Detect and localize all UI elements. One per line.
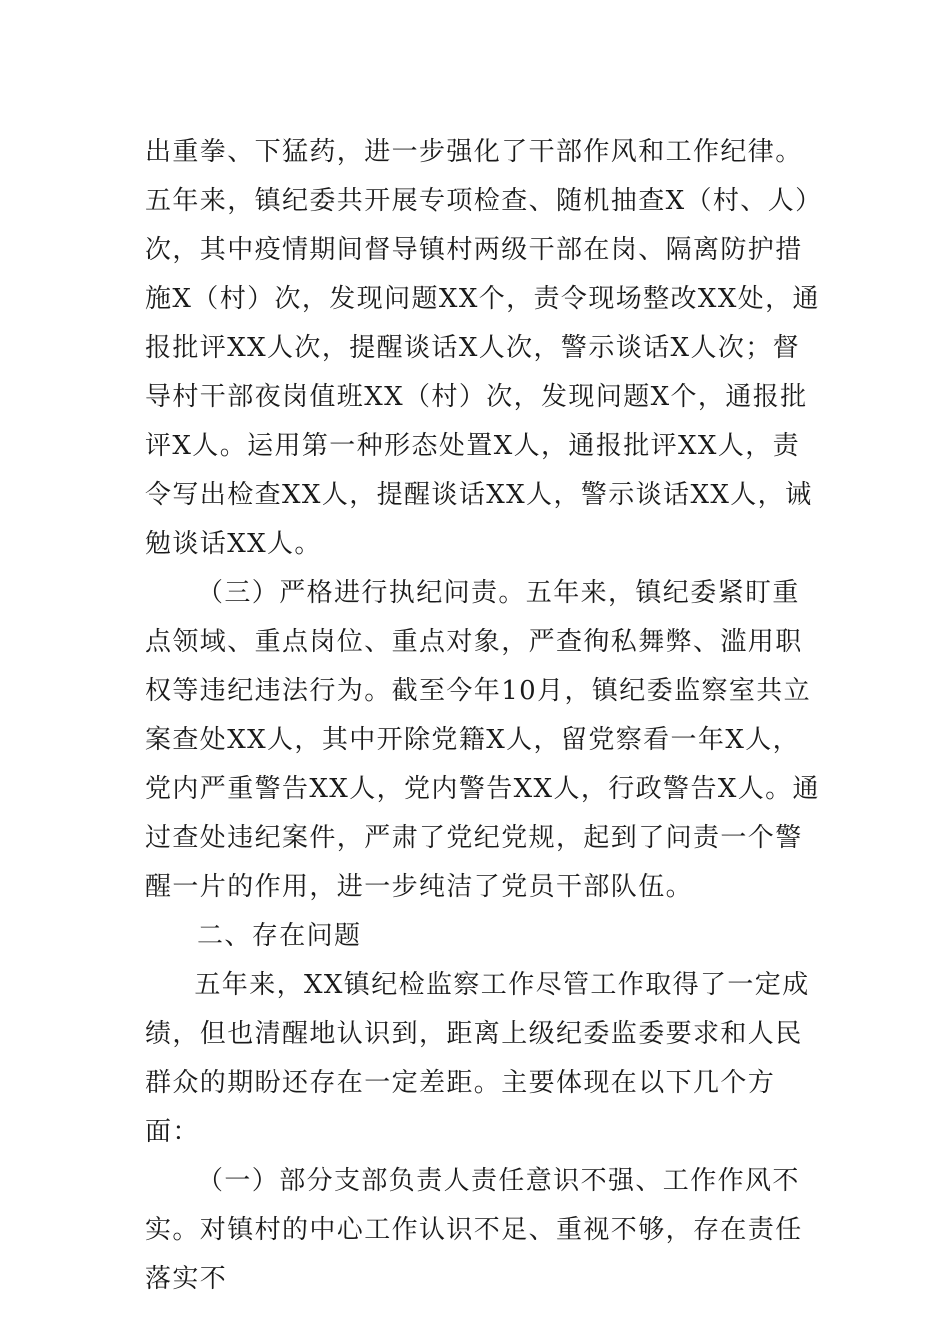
paragraph-problems-intro: 五年来，XX镇纪检监察工作尽管工作取得了一定成绩，但也清醒地认识到，距离上级纪委监委要求和人民群众的期盼还存在一定差距。主要体现在以下几个方面： <box>145 970 810 1147</box>
paragraph-continuation: 出重拳、下猛药，进一步强化了干部作风和工作纪律。五年来，镇纪委共开展专项检查、随机抽查X（村、人）次，其中疫情期间督导镇村两级干部在岗、隔离防护措施X（村）次，发现问题XX个，责令现场整改XX处，通报批评XX人次，提醒谈话X人次，警示谈话X人次；督导村干部夜岗值班XX（村）次，发现问题X个，通报批评X人。运用第一种形态处置X人，通报批评XX人，责令写出检查XX人，提醒谈话XX人，警示谈话XX人，诫勉谈话XX人。 <box>145 137 823 559</box>
heading-existing-problems: 二、存在问题 <box>197 921 362 951</box>
paragraph-problem-one: （一）部分支部负责人责任意识不强、工作作风不实。对镇村的中心工作认识不足、重视不够，存在责任落实不 <box>145 1166 803 1294</box>
paragraph-section-three: （三）严格进行执纪问责。五年来，镇纪委紧盯重点领域、重点岗位、重点对象，严查徇私舞弊、滥用职权等违纪违法行为。截至今年10月，镇纪委监察室共立案查处XX人，其中开除党籍X人，留党察看一年X人，党内严重警告XX人，党内警告XX人，行政警告X人。通过查处违纪案件，严肃了党纪党规，起到了问责一个警醒一片的作用，进一步纯洁了党员干部队伍。 <box>145 578 820 902</box>
document-body <box>145 128 825 1304</box>
